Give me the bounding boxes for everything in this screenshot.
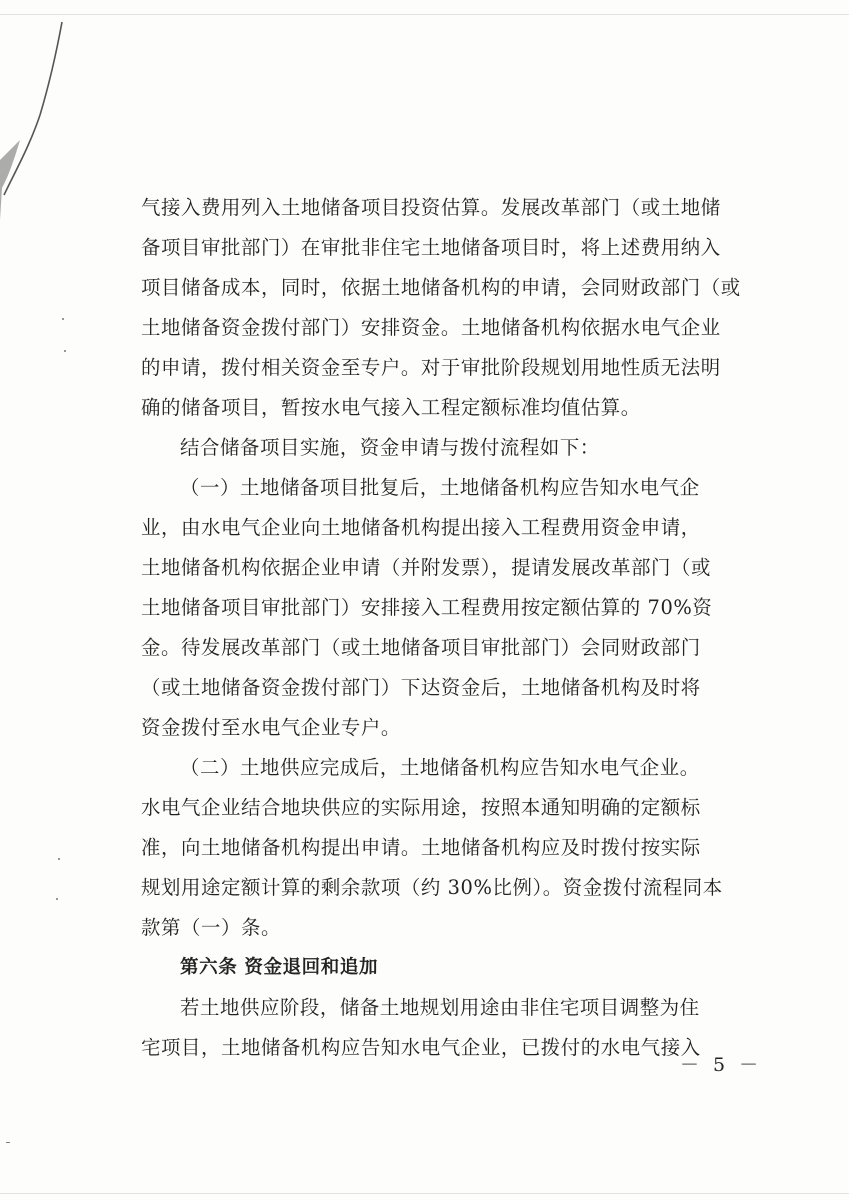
text-line: 气接入费用列入土地储备项目投资估算。发展改革部门（或土地储 xyxy=(141,196,721,219)
text-line: 资金拨付至水电气企业专户。 xyxy=(141,716,401,739)
page-number: － 5 － xyxy=(680,1054,763,1076)
text-line: 金。待发展改革部门（或土地储备项目审批部门）会同财政部门 xyxy=(141,636,701,659)
paragraph-start: 若土地供应阶段，储备土地规划用途由非住宅项目调整为住 xyxy=(180,996,700,1019)
scan-speck xyxy=(56,898,58,900)
paragraph-start: 结合储备项目实施，资金申请与拨付流程如下： xyxy=(180,436,600,459)
text-line: 规划用途定额计算的剩余款项（约 30%比例）。资金拨付流程同本 xyxy=(141,876,723,899)
text-line: 的申请，拨付相关资金至专户。对于审批阶段规划用地性质无法明 xyxy=(141,356,721,379)
scan-edge-top xyxy=(0,14,849,15)
scan-speck xyxy=(58,858,60,860)
text-line: 宅项目，土地储备机构应告知水电气企业，已拨付的水电气接入 xyxy=(141,1036,701,1059)
text-line: 确的储备项目，暂按水电气接入工程定额标准均值估算。 xyxy=(141,396,641,419)
text-line: 款第（一）条。 xyxy=(141,916,281,939)
text-line: 土地储备机构依据企业申请（并附发票），提请发展改革部门（或 xyxy=(141,556,712,579)
paragraph-start: （一）土地储备项目批复后，土地储备机构应告知水电气企 xyxy=(180,476,700,499)
text-line: 备项目审批部门）在审批非住宅土地储备项目时，将上述费用纳入 xyxy=(141,236,721,259)
scan-artifact-stroke xyxy=(0,20,80,220)
text-line: （或土地储备资金拨付部门）下达资金后，土地储备机构及时将 xyxy=(141,676,701,699)
scan-speck xyxy=(64,350,66,352)
scan-speck xyxy=(62,318,64,320)
text-line: 项目储备成本，同时，依据土地储备机构的申请，会同财政部门（或 xyxy=(141,276,741,299)
article-heading: 第六条 资金退回和追加 xyxy=(180,957,379,978)
text-line: 准，向土地储备机构提出申请。土地储备机构应及时拨付按实际 xyxy=(141,836,701,859)
paragraph-start: （二）土地供应完成后，土地储备机构应告知水电气企业。 xyxy=(180,756,700,779)
scan-edge-bottom xyxy=(0,1193,849,1194)
scan-speck xyxy=(6,1142,10,1143)
text-line: 土地储备项目审批部门）安排接入工程费用按定额估算的 70%资 xyxy=(141,596,713,619)
text-line: 业，由水电气企业向土地储备机构提出接入工程费用资金申请， xyxy=(141,516,701,539)
text-line: 水电气企业结合地块供应的实际用途，按照本通知明确的定额标 xyxy=(141,796,701,819)
text-line: 土地储备资金拨付部门）安排资金。土地储备机构依据水电气企业 xyxy=(141,316,721,339)
body-text xyxy=(141,188,741,1068)
